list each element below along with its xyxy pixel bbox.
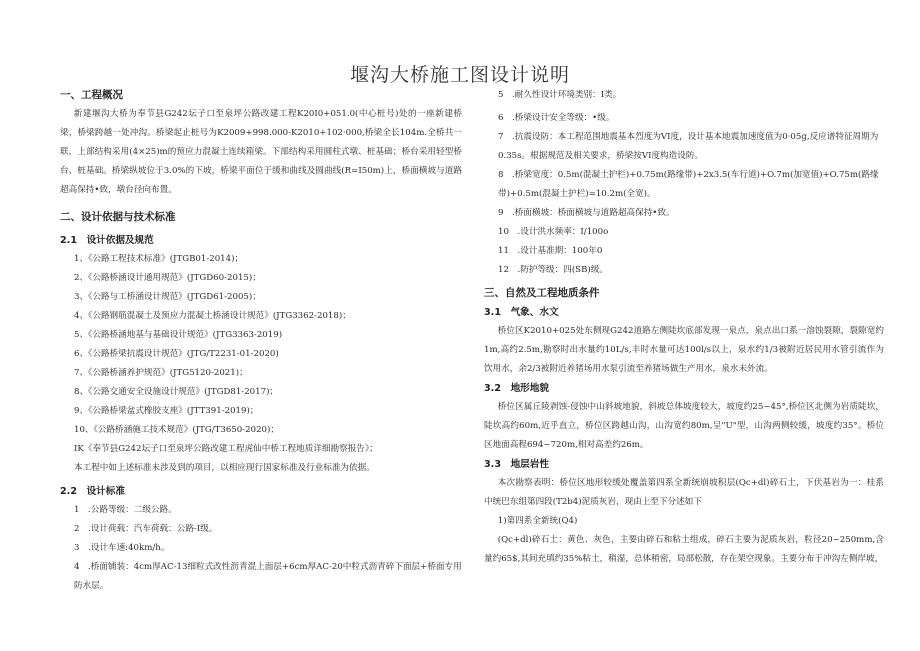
reference-item: 5、《公路桥涵地基与基础设计规范》(JTG3363-2019)	[74, 330, 283, 340]
right-column	[484, 86, 884, 569]
reference-item: 6、《公路桥梁抗震设计规范》(JTG/T2231-01-2020)	[74, 349, 279, 359]
reference-item: 2、《公路桥涵设计通用规范》(JTGD60-2015)；	[74, 273, 261, 283]
standard-item: 4 .桥面铺装：4cm厚AC-13细粒式改性沥青混上面层+6cm厚AC-20中粒式沥青碎下面层+桥面专用防水层。	[74, 562, 462, 591]
section-3-1-heading: 3.1 气象、水文	[484, 307, 559, 318]
section-3-3-text: 本次勘察表明：桥位区地形较缓处覆盖第四系全新统崩坡积层(Qc+dl)碎石土，下伏基岩为一：桂系中统巴东组第四段(T2b4)泥质灰岩，现由上至下分述如下	[484, 478, 884, 507]
stratum-q4-label: 1)第四系全新统(Q4)	[497, 516, 578, 526]
reference-item: 1、《公路工程技术标准》(JTGB01-2014)；	[74, 254, 244, 264]
standard-item: 11 .设计基准期：100年0	[498, 246, 603, 256]
section-3-2-text: 桥位区属丘陵剥蚀-侵蚀中山斜坡地貌，斜坡总体坡度较大，坡度约25~45°,桥位区北侧为岩质陡坎，陡坎高约60m,近乎直立，桥位区跨越山沟，山沟宽约80m,呈"U"型，山沟两侧较缓，坡度约35°。桥位区地面高程694~720m,相对高差约26m。	[484, 402, 884, 450]
standard-item: 1 .公路等级：二级公路。	[74, 505, 177, 515]
standard-item: 5 .耐久性设计环境类别：I类。	[498, 90, 622, 100]
section-3-2-heading: 3.2 地形地貌	[484, 383, 549, 394]
standard-item: 8 .桥梁宽度：0.5m(混凝土护栏)+0.75m(路缘带)+2x3.5(车行道)+O.7m(加宽值)+O.75m(路缘带)+0.5m(混凝土护栏)=10.2m(全宽)。	[498, 170, 879, 199]
standard-item: 3 .设计车速:40km/h。	[74, 543, 170, 553]
reference-note: 本工程中如上述标准未涉及到的项目，以相应现行国家标准及行业标准为依据。	[74, 463, 375, 473]
standard-item: 6 .桥梁设计安全等级：•级。	[498, 113, 615, 123]
page-title: 堰沟大桥施工图设计说明	[349, 64, 570, 86]
left-column	[60, 86, 462, 596]
reference-item: 9、《公路桥梁盆式橡胶支座》(JTT391-2019)；	[74, 406, 259, 416]
section-1-text: 新建堰沟大桥为奉节县G242坛子口至泉坪公路改建工程K20I0+051.0(中心桩号)处的一座新建桥梁，桥梁跨越一处冲沟。桥梁起止桩号为K2009+998.000-K2010+102·000,桥梁全长104m.全桥共一联，上部结构采用(4×25)m的预应力混凝土连续箱梁。下部结构采用圆柱式墩、桩基础；桥台采用轻型桥台、桩基础。桥梁纵坡位于3.0%的下坡，桥梁平面位于缓和曲线及圆曲线(R=I50m)上，桥面横坡与道路超高保持•致，墩台径向布置。	[60, 109, 462, 195]
reference-item: 10、《公路桥涵施工技术规范》(JTG/T3650-2020)；	[74, 425, 279, 435]
section-2-heading: 二、设计依据与技术标准	[60, 211, 176, 223]
section-3-1-text: 桥位区K2010+025处东侧现G242道路左侧陡坎底部发现一泉点，泉点出口系一溶蚀裂隙，裂隙宽约1m,高约2.5m,勘察时出水量约10L/s,丰时水量可达100l/s以上，泉水约1/3被附近居民用水管引流作为饮用水，余2/3被附近养猪场用水泵引流至养猪场做生产用水，泉水未外流。	[484, 326, 884, 374]
section-1-heading: 一、工程概况	[60, 89, 123, 101]
standard-item: 7 .抗震设防：本工程范围地震基本烈度为VI度，设计基本地震加速度值为0·05g,反应谱特征周期为0.35s。根据规范及相关要求，桥梁按VI度构造设防。	[498, 132, 879, 161]
reference-item: 8、《公路交通安全设施设计规范》(JTGD81-2017)；	[74, 387, 279, 397]
stratum-q4-text: (Qc+dl)碎石土：黄色、灰色，主要由碎石和粘土组成，碎石主要为泥质灰岩，粒径20~250mm,含量约65$,其间充填约35%粘土，稍湿，总体稍密，局部松散，存在架空现象。主要分布于冲沟左侧岸坡，	[484, 535, 884, 564]
section-2-2-heading: 2.2 设计标准	[60, 486, 125, 497]
section-3-3-heading: 3.3 地层岩性	[484, 459, 549, 470]
reference-item: 4、《公路钢筋混凝土及预应力混凝土桥涵设计规范》(JTG3362-2018)；	[74, 311, 351, 321]
standard-item: 9 .桥面横坡：桥面横坡与道路超高保持•致。	[498, 208, 675, 218]
section-2-1-heading: 2.1 设计依据及规范	[60, 235, 154, 246]
standard-item: 2 .设计荷载：汽车荷载：公路-I级。	[74, 524, 218, 534]
reference-item: 7、《公路桥涵养护规范》(JTG5120-2021)；	[74, 368, 248, 378]
reference-item: IK《奉节县G242坛子口至泉坪公路改建工程虎仙中桥工程地质详细勘察报告》；	[74, 444, 378, 454]
section-3-heading: 三、自然及工程地质条件	[484, 287, 600, 299]
standard-item: 10 .设计洪水频率：I/100o	[498, 227, 609, 237]
reference-item: 3、《公路与工桥涵设计规范》(JTGD61-2005)；	[74, 292, 261, 302]
standard-item: 12 .防护等级：四(SB)级。	[498, 265, 608, 275]
